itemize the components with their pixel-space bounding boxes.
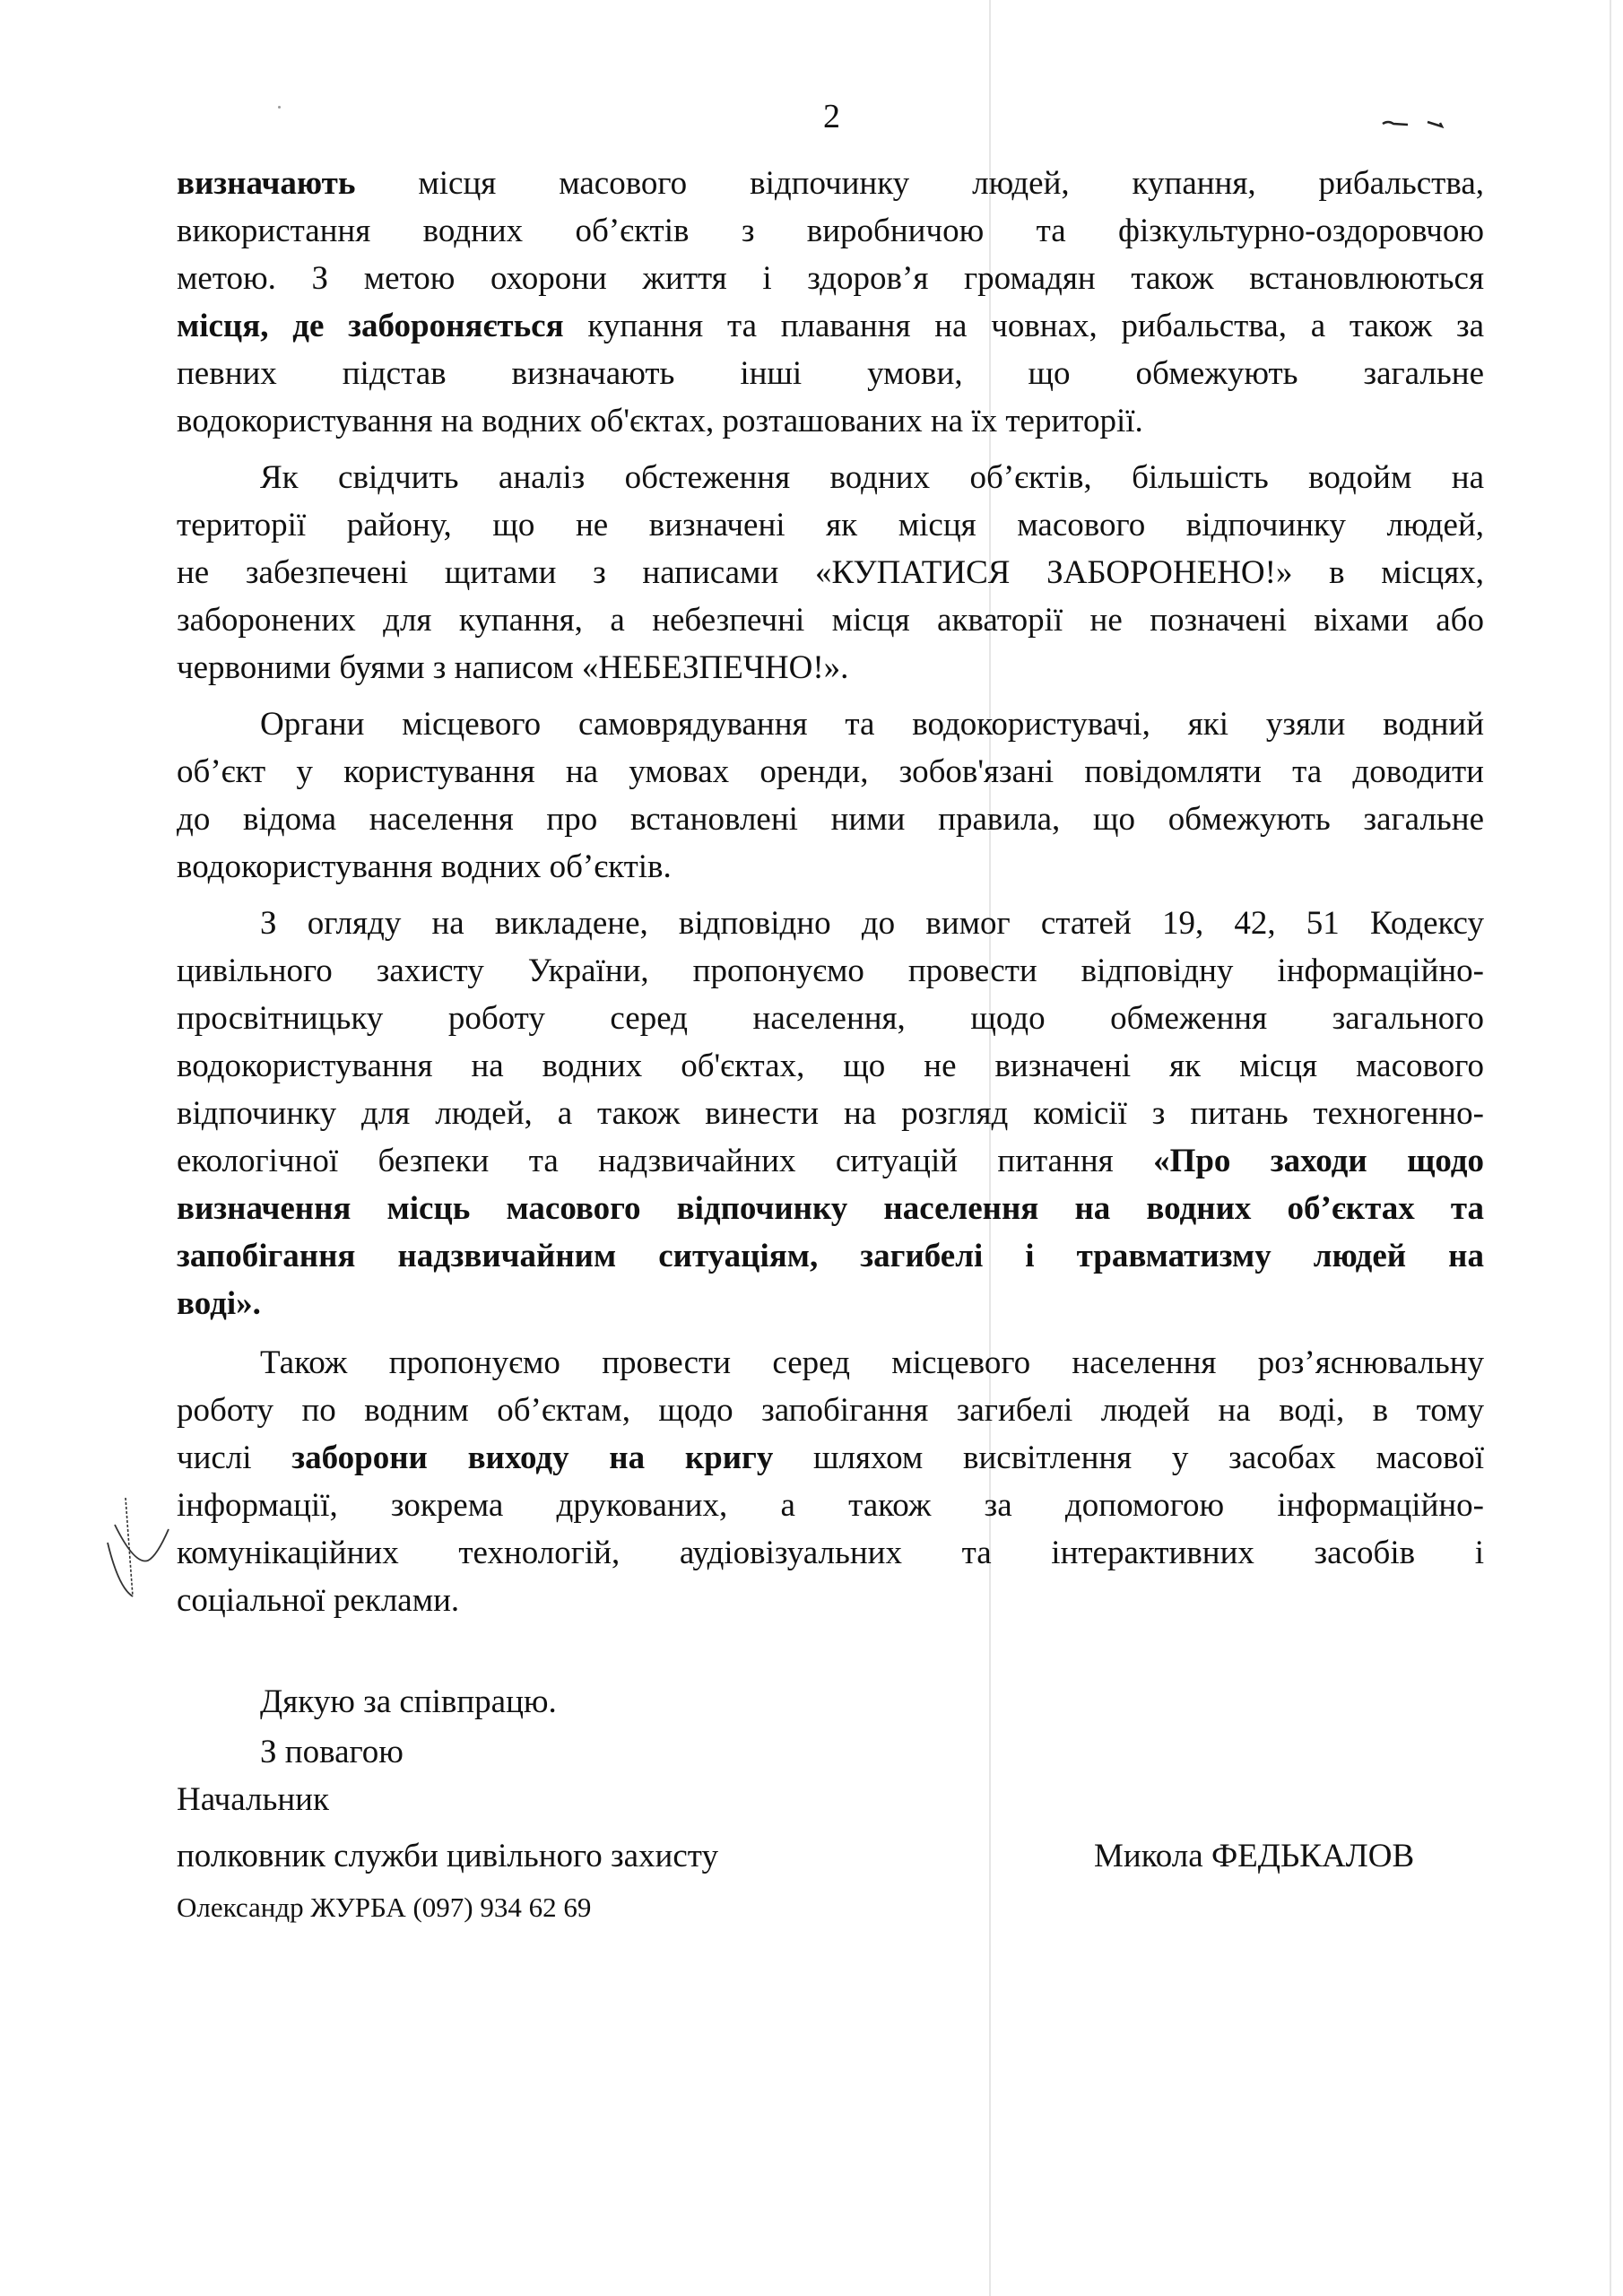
text-line: З огляду на викладене, відповідно до вимог статей 19, 42, 51 Кодексу (260, 905, 1484, 942)
text-line: екологічної безпеки та надзвичайних ситуацій питання «Про заходи щодо (177, 1143, 1484, 1179)
text-line: запобігання надзвичайним ситуаціям, загибелі і травматизму людей на (177, 1238, 1484, 1274)
text-line: використання водних об’єктів з виробничою та фізкультурно-оздоровчою (177, 213, 1484, 249)
page-number: 2 (823, 98, 840, 135)
text-line: місця, де забороняється купання та плавання на човнах, рибальства, а також за (177, 308, 1485, 344)
text-line: соціальної реклами. (177, 1582, 460, 1619)
text-line: не забезпечені щитами з написами «КУПАТИСЯ ЗАБОРОНЕНО!» в місцях, (177, 554, 1484, 591)
scan-artifact-line (1610, 0, 1611, 2296)
text-line: роботу по водним об’єктам, щодо запобігання загибелі людей на воді, в тому (177, 1392, 1484, 1429)
text-line: цивільного захисту України, пропонуємо провести відповідну інформаційно- (177, 952, 1484, 989)
text-line: Також пропонуємо провести серед місцевого населення роз’яснювальну (260, 1344, 1484, 1381)
text-line: до відома населення про встановлені ними правила, що обмежують загальне (177, 801, 1484, 838)
text-line: комунікаційних технологій, аудіовізуальних та інтерактивних засобів і (177, 1535, 1484, 1571)
text-line: території району, що не визначені як місця масового відпочинку людей, (177, 507, 1484, 544)
text-line: червоними буями з написом «НЕБЕЗПЕЧНО!». (177, 649, 849, 686)
text-line: заборонених для купання, а небезпечні місця акваторії не позначені віхами або (177, 602, 1484, 639)
text-line: Як свідчить аналіз обстеження водних об’єктів, більшість водойм на (260, 459, 1484, 496)
text-line: воді». (177, 1285, 261, 1322)
text-line: інформації, зокрема друкованих, а також за допомогою інформаційно- (177, 1487, 1484, 1524)
text-line: числі заборони виходу на кригу шляхом висвітлення у засобах масової (177, 1439, 1484, 1476)
text-line: водокористування водних об’єктів. (177, 848, 672, 885)
signatory-position: Начальник (177, 1781, 329, 1818)
pen-stroke-icon (1381, 115, 1453, 133)
text-line: певних підстав визначають інші умови, що обмежують загальне (177, 355, 1484, 392)
text-line: об’єкт у користування на умовах оренди, зобов'язані повідомляти та доводити (177, 753, 1484, 790)
text-line: Органи місцевого самоврядування та водокористувачі, які узяли водний (260, 706, 1484, 743)
executor-contact: Олександр ЖУРБА (097) 934 62 69 (177, 1892, 592, 1923)
text-line: визначення місць масового відпочинку населення на водних об’єктах та (177, 1190, 1484, 1227)
check-mark-icon (99, 1489, 179, 1614)
closing-thanks: Дякую за співпрацю. (260, 1683, 557, 1720)
text-line: водокористування на водних об'єктах, що не визначені як місця масового (177, 1048, 1484, 1084)
text-line: просвітницьку роботу серед населення, щодо обмеження загального (177, 1000, 1484, 1037)
text-line: водокористування на водних об'єктах, розташованих на їх території. (177, 403, 1143, 439)
text-line: метою. З метою охорони життя і здоров’я громадян також встановлюються (177, 260, 1484, 297)
text-line: відпочинку для людей, а також винести на розгляд комісії з питань техногенно- (177, 1095, 1484, 1132)
signatory-name: Микола ФЕДЬКАЛОВ (1094, 1838, 1415, 1874)
signatory-rank: полковник служби цивільного захисту (177, 1838, 718, 1874)
text-line: визначають місця масового відпочинку людей, купання, рибальства, (177, 165, 1484, 202)
closing-regards: З повагою (260, 1734, 404, 1770)
scan-speck (278, 106, 281, 109)
